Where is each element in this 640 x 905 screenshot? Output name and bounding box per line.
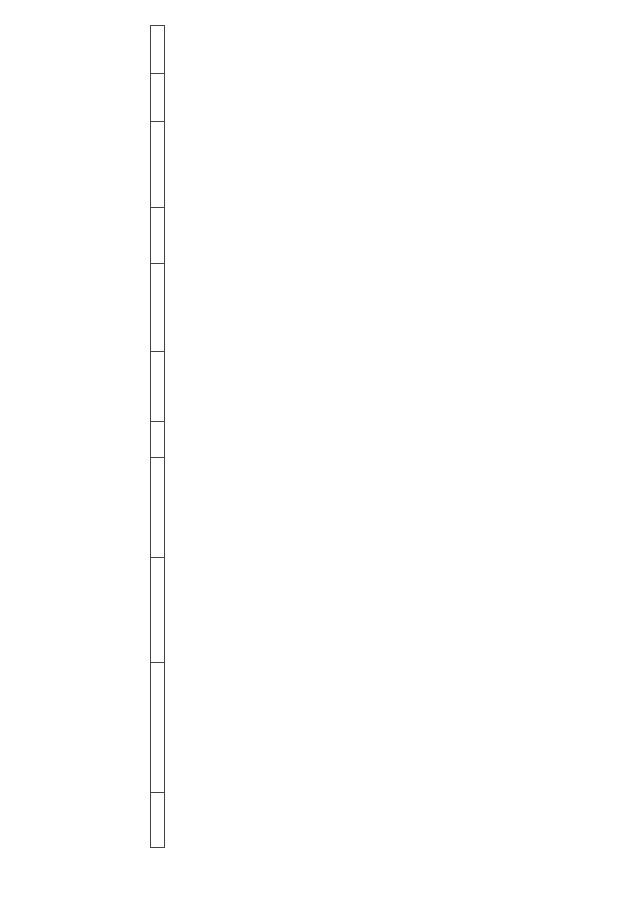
col-6 xyxy=(151,352,165,422)
col-11 xyxy=(151,26,165,74)
table xyxy=(150,25,165,848)
col-4 xyxy=(151,458,165,558)
col-1 xyxy=(151,793,165,848)
col-2 xyxy=(151,663,165,793)
rotated-sheet xyxy=(137,0,640,880)
col-7 xyxy=(151,264,165,352)
col-9 xyxy=(151,122,165,208)
col-3 xyxy=(151,558,165,663)
col-10 xyxy=(151,74,165,122)
program-table xyxy=(150,26,165,848)
col-5 xyxy=(151,422,165,458)
col-8 xyxy=(151,208,165,264)
header-row xyxy=(151,26,165,848)
